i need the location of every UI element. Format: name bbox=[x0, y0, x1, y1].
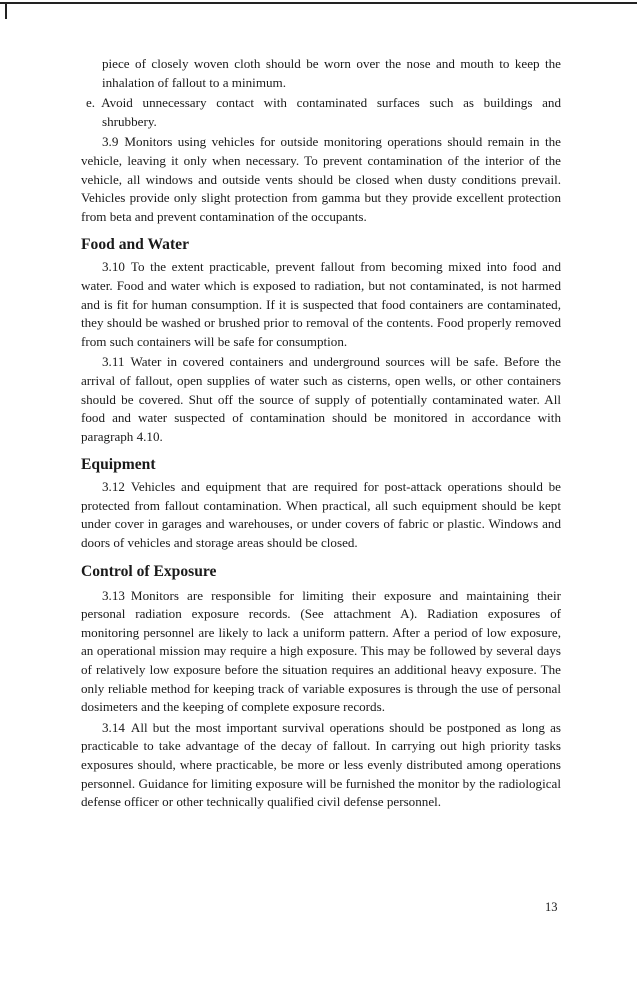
top-corner-tick bbox=[5, 2, 7, 19]
paragraph-text: Monitors using vehicles for outside monitoring operations should remain in the vehicle, leaving it only when necessary. To prevent contamination of the interior of the vehicle, all windows and outside vents should be closed when dusty conditions prevail. Vehicles provide only slight protection from gamma but they provide excellent protection from beta and prevent contamination of the occupants. bbox=[81, 134, 561, 224]
heading-equipment: Equipment bbox=[81, 456, 156, 474]
page-number: 13 bbox=[545, 900, 558, 914]
list-item-text: Avoid unnecessary contact with contaminated surfaces such as buildings and shrubbery. bbox=[101, 95, 561, 129]
paragraph-text: To the extent practicable, prevent fallout from becoming mixed into food and water. Food and water which is exposed to radiation, but not contaminated, is not harmed and is fit for human consumption. If it is suspected that food containers are contaminated, they should be washed or brushed prior to removal of the contents. Food properly removed from such containers will be safe for consumption. bbox=[81, 259, 561, 349]
paragraph-3-10 bbox=[81, 258, 561, 351]
paragraph-3-13 bbox=[81, 587, 561, 717]
paragraph-number: 3.13 bbox=[102, 587, 125, 603]
paragraph-number: 3.9 bbox=[102, 134, 119, 150]
paragraph-3-9 bbox=[81, 133, 561, 226]
document-page bbox=[81, 55, 561, 812]
paragraph-number: 3.12 bbox=[102, 479, 125, 495]
list-item-e bbox=[81, 94, 561, 131]
heading-control-of-exposure: Control of Exposure bbox=[81, 562, 217, 580]
paragraph-number: 3.10 bbox=[102, 259, 125, 275]
heading-food-and-water: Food and Water bbox=[81, 236, 190, 254]
list-marker: e. bbox=[86, 95, 96, 111]
paragraph-3-11 bbox=[81, 353, 561, 446]
paragraph-text: All but the most important survival operations should be postponed as long as practicable to take advantage of the decay of fallout. In carrying out high priority tasks exposures should, where practicable, be more or less evenly distributed among operations personnel. Guidance for limiting exposure will be furnished the monitor by the radiological defense officer or other technically qualified civil defense personnel. bbox=[81, 719, 561, 810]
paragraph-3-12 bbox=[81, 478, 561, 552]
paragraph-3-14 bbox=[81, 719, 561, 812]
paragraph-number: 3.11 bbox=[102, 354, 125, 370]
paragraph-text: Water in covered containers and underground sources will be safe. Before the arrival of fallout, open supplies of water such as cisterns, open wells, or other containers should be covered. Shut off the source of supply of potentially contaminated water. All food and water suspected of contamination should be monitored in accordance with paragraph 4.10. bbox=[81, 354, 561, 444]
continued-paragraph: piece of closely woven cloth should be worn over the nose and mouth to keep the inhalation of fallout to a minimum. bbox=[102, 56, 561, 90]
paragraph-text: Vehicles and equipment that are required for post-attack operations should be protected from fallout contamination. When practical, all such equipment should be kept under cover in garages and warehouses, or under covers of fabric or plastic. Windows and doors of vehicles and storage areas should be closed. bbox=[81, 479, 561, 551]
top-border-rule bbox=[0, 2, 637, 4]
paragraph-text: Monitors are responsible for limiting their exposure and maintaining their personal radiation exposure records. (See attachment A). Radiation exposures of monitoring personnel are likely to lack a uniform pattern. After a period of low exposure, an operational mission may require a high exposure. This may be followed by several days of relatively low exposure before the situation requires an additional heavy exposure. The only reliable method for keeping track of variable exposures is through the use of personal dosimeters and the keeping of complete exposure records. bbox=[81, 587, 561, 715]
paragraph-number: 3.14 bbox=[102, 719, 125, 735]
